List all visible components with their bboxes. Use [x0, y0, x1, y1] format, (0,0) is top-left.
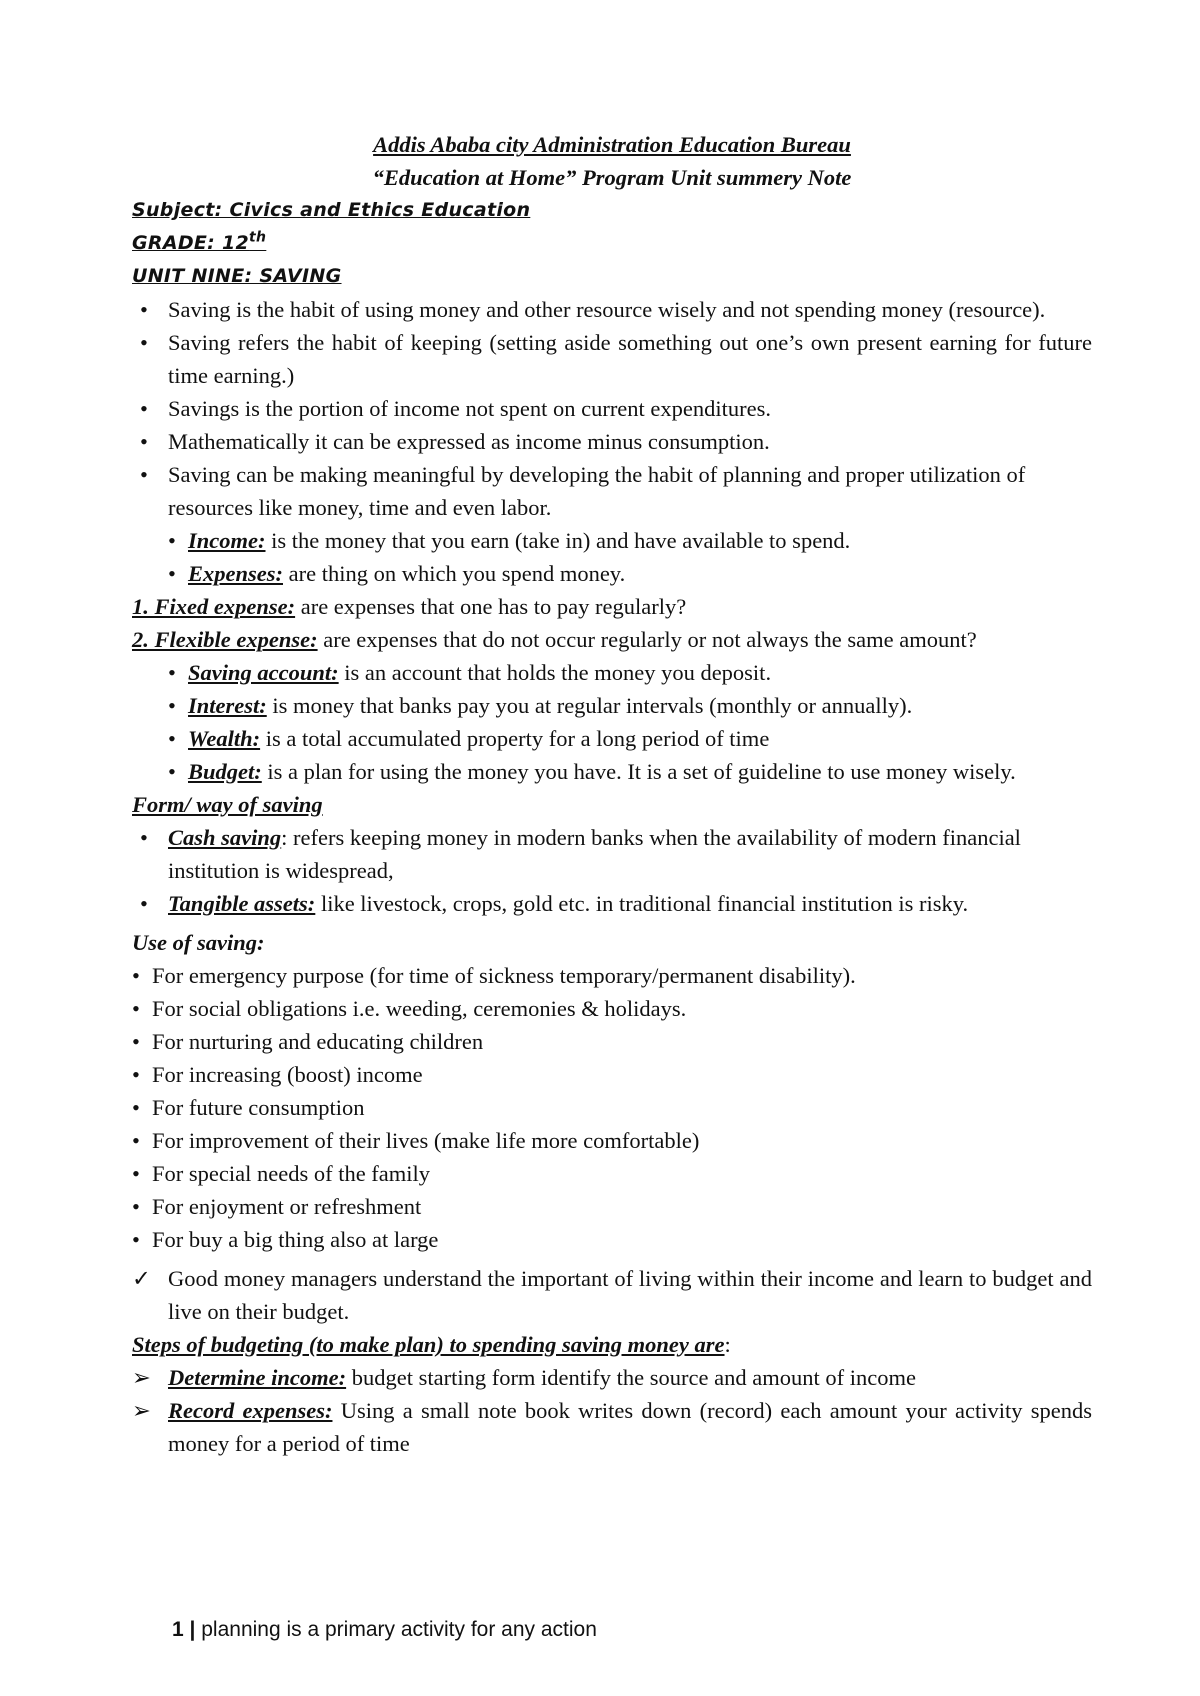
bullet-icon: •	[132, 1128, 140, 1153]
uses-heading: Use of saving:	[132, 930, 265, 955]
bullet-icon: •	[140, 330, 148, 355]
term-interest: • Interest: is money that banks pay you at regular intervals (monthly or annually).	[168, 689, 1092, 722]
bullet-icon: •	[132, 996, 140, 1021]
bullet-icon: •	[140, 462, 148, 487]
step-item: ➢ Record expenses: Using a small note book writes down (record) each amount your activity spends money for a period of time	[132, 1394, 1092, 1460]
list-item: • For future consumption	[132, 1091, 1092, 1124]
bullet-icon: •	[168, 726, 176, 751]
term-income: • Income: is the money that you earn (take in) and have available to spend.	[168, 524, 1092, 557]
check-note: ✓ Good money managers understand the important of living within their income and learn to budget and live on their budget.	[132, 1262, 1092, 1328]
bullet-icon: •	[132, 1029, 140, 1054]
bullet-icon: •	[132, 1227, 140, 1252]
bullet-icon: •	[140, 429, 148, 454]
bullet-icon: •	[168, 660, 176, 685]
list-item: • For buy a big thing also at large	[132, 1223, 1092, 1256]
list-item: • For improvement of their lives (make life more comfortable)	[132, 1124, 1092, 1157]
bullet-icon: •	[168, 561, 176, 586]
steps-heading: Steps of budgeting (to make plan) to spending saving money are:	[132, 1332, 731, 1357]
term-wealth: • Wealth: is a total accumulated property for a long period of time	[168, 722, 1092, 755]
subject-heading: Subject: Civics and Ethics Education	[132, 199, 531, 221]
list-item: • Saving can be making meaningful by developing the habit of planning and proper utilization of resources like money, time and even labor.	[132, 458, 1092, 524]
bullet-icon: •	[132, 1194, 140, 1219]
list-item: • For emergency purpose (for time of sickness temporary/permanent disability).	[132, 959, 1092, 992]
list-item: • Mathematically it can be expressed as income minus consumption.	[132, 425, 1092, 458]
bullet-icon: •	[132, 963, 140, 988]
bullet-icon: •	[168, 693, 176, 718]
bullet-icon: •	[132, 1062, 140, 1087]
list-item: • For increasing (boost) income	[132, 1058, 1092, 1091]
list-item: • Cash saving: refers keeping money in modern banks when the availability of modern financial institution is widespread,	[132, 821, 1092, 887]
bullet-icon: •	[140, 891, 148, 916]
arrow-bullet-icon: ➢	[132, 1398, 151, 1423]
list-item: • Savings is the portion of income not spent on current expenditures.	[132, 392, 1092, 425]
list-item: • Saving is the habit of using money and other resource wisely and not spending money (resource).	[132, 293, 1092, 326]
arrow-bullet-icon: ➢	[132, 1365, 151, 1390]
bullet-icon: •	[140, 825, 148, 850]
term-budget: • Budget: is a plan for using the money you have. It is a set of guideline to use money wisely.	[168, 755, 1092, 788]
forms-heading: Form/ way of saving	[132, 792, 323, 817]
list-item: • For social obligations i.e. weeding, ceremonies & holidays.	[132, 992, 1092, 1025]
list-item: • Saving refers the habit of keeping (setting aside something out one’s own present earning for future time earning.)	[132, 326, 1092, 392]
page-title: Addis Ababa city Administration Education Bureau	[373, 132, 851, 157]
bullet-icon: •	[140, 396, 148, 421]
list-item: • For enjoyment or refreshment	[132, 1190, 1092, 1223]
grade-heading: GRADE: 12th	[132, 229, 267, 254]
bullet-icon: •	[168, 759, 176, 784]
fixed-expense: 1. Fixed expense: are expenses that one has to pay regularly?	[132, 594, 687, 619]
term-saving-account: • Saving account: is an account that holds the money you deposit.	[168, 656, 1092, 689]
term-expenses: • Expenses: are thing on which you spend money.	[168, 557, 1092, 590]
flexible-expense: 2. Flexible expense: are expenses that do not occur regularly or not always the same amount?	[132, 627, 977, 652]
list-item: • Tangible assets: like livestock, crops, gold etc. in traditional financial institution is risky.	[132, 887, 1092, 920]
program-subtitle: “Education at Home” Program Unit summery Note	[372, 165, 852, 190]
footer-text: planning is a primary activity for any action	[201, 1618, 597, 1641]
step-item: ➢ Determine income: budget starting form identify the source and amount of income	[132, 1361, 1092, 1394]
bullet-icon: •	[132, 1161, 140, 1186]
bullet-icon: •	[140, 297, 148, 322]
checkmark-icon: ✓	[132, 1266, 151, 1291]
page-footer: 1 | planning is a primary activity for any action	[172, 1618, 597, 1641]
bullet-icon: •	[168, 528, 176, 553]
list-item: • For nurturing and educating children	[132, 1025, 1092, 1058]
bullet-icon: •	[132, 1095, 140, 1120]
list-item: • For special needs of the family	[132, 1157, 1092, 1190]
definition-list	[132, 293, 1092, 524]
page-content	[132, 128, 1092, 1460]
unit-heading: UNIT NINE: SAVING	[132, 265, 342, 287]
page-number: 1	[172, 1618, 184, 1641]
